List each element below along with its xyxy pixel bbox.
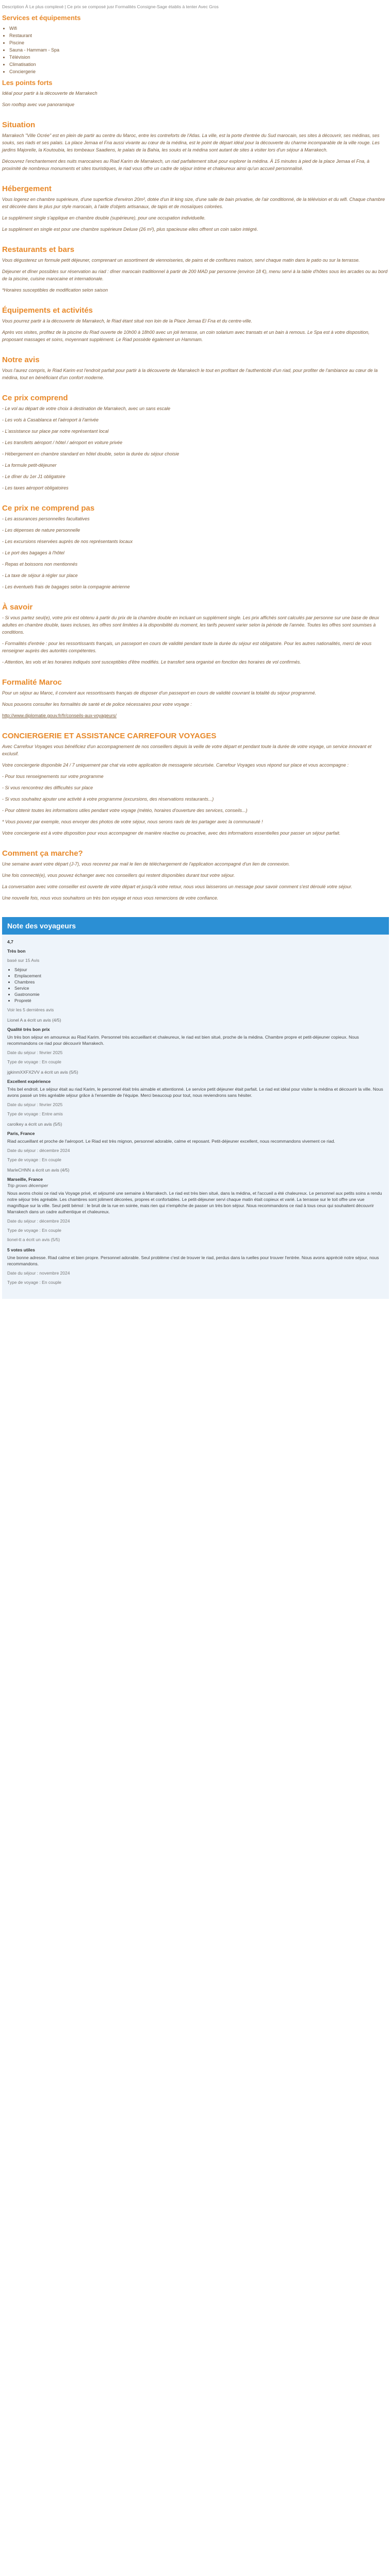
review-item bbox=[7, 1121, 384, 1163]
review-body: Très bel endroit. Le séjour était au riad Karim, le personnel était très aimable et attentionné. Le service petit déjeuner était parfait. Le riad est idéal pour visiter la médina et découvrir la ville. Nous avons passé un très agréable séjour grâce à l'ensemble de l'équipe. Merci beaucoup pour tout, nous reviendrons sans hésiter. bbox=[7, 1087, 383, 1098]
reviews-header: Note des voyageurs bbox=[2, 917, 389, 935]
list-item: • Emplacement bbox=[14, 973, 384, 979]
list-item: - Le port des bagages à l'hôtel bbox=[2, 550, 64, 555]
review-date: Date du séjour : février 2025 bbox=[7, 1102, 63, 1107]
points-forts-text: Idéal pour partir à la découverte de Marrakech bbox=[2, 91, 97, 96]
comment-title: Comment ça marche? bbox=[2, 849, 83, 858]
comment-text: Une fois connecté(e), vous pouvez échanger avec nos conseillers qui restent disponibles durant tout votre séjour. bbox=[2, 873, 235, 878]
list-item: - Si vous rencontrez des difficultés sur place bbox=[2, 785, 93, 790]
review-title: Paris, France bbox=[7, 1131, 35, 1136]
review-score: 4,7 bbox=[7, 939, 13, 944]
list-item: - Les assurances personnelles facultatives bbox=[2, 516, 90, 521]
equipements-text: Vous pourrez partir à la découverte de Marrakech, le Riad étant situé non loin de la Place Jemaa El Fna et du centre-ville. bbox=[2, 318, 252, 324]
review-body: Nous avons choisi ce riad via Voyage privé, et séjourné une semaine à Marrakech. Le riad est très bien situé, dans la médina, et l'accueil a été chaleureux. Le personnel aux petits soins a rendu notre séjour très agréable. Les chambres sont joliment décorées, propres et confortables. Le petit-déjeuner servi chaque matin était copieux et varié. La terrasse sur le toit offre une vue magnifique sur la ville. Seul petit bémol : le bruit de la rue en soirée, mais rien qui n'empêche de passer un très bon séjour. Nous recommandons ce riad à tous ceux qui souhaitent découvrir Marrakech dans un cadre authentique et chaleureux. bbox=[7, 1191, 382, 1214]
list-item: - Les taxes aéroport obligatoires bbox=[2, 485, 69, 490]
list-item: • Wifi bbox=[9, 25, 389, 32]
review-count: basé sur 15 Avis bbox=[7, 958, 40, 963]
review-title: Qualité très bon prix bbox=[7, 1027, 50, 1032]
situation-text: Découvrez l'enchantement des nuits marocaines au Riad Karim de Marrakech, un riad parfaitement situé pour explorer la médina. À 15 minutes à pied de la place Jemaa el Fna, à proximité de nombreux monuments et sites touristiques, le riad vous offre un cadre de séjour intime et chaleureux ainsi qu'un accueil personnalisé. bbox=[2, 159, 370, 171]
list-item: - Les dépenses de nature personnelle bbox=[2, 528, 80, 533]
list-item: - Le vol au départ de votre choix à destination de Marrakech, avec un sans escale bbox=[2, 406, 171, 411]
conciergerie-list bbox=[2, 773, 389, 814]
hebergement-text: Vous logerez en chambre supérieure, d'une superficie d'environ 20m², dotée d'un lit king size, d'une salle de bain privative, de l'air conditionné, de la télévision et du wifi. Chaque chambre est décorée dans le plus pur style marocain, à l'aide d'objets artisanaux, de tapis et de mosaïques colorées. bbox=[2, 197, 385, 209]
points-forts-title: Les points forts bbox=[2, 79, 53, 87]
hebergement-title: Hébergement bbox=[2, 184, 52, 193]
review-author: carolkey a écrit un avis (5/5) bbox=[7, 1122, 62, 1127]
list-item: - Les excursions réservées auprès de nos représentants locaux bbox=[2, 539, 133, 544]
list-item: • Piscine bbox=[9, 39, 389, 46]
review-item bbox=[7, 1017, 384, 1065]
list-item: - La formule petit-déjeuner bbox=[2, 463, 57, 468]
review-score-label: Très bon bbox=[7, 948, 26, 954]
review-criteria bbox=[7, 967, 384, 1004]
a-savoir-title: À savoir bbox=[2, 603, 33, 612]
list-item: • Gastronomie bbox=[14, 991, 384, 997]
review-item bbox=[7, 1167, 384, 1243]
review-author: MarleCHNN a écrit un avis (4/5) bbox=[7, 1167, 70, 1173]
services-list bbox=[2, 25, 389, 75]
situation-title: Situation bbox=[2, 121, 36, 129]
prix-comprend-list bbox=[2, 405, 389, 492]
review-date: Date du séjour : décembre 2024 bbox=[7, 1218, 70, 1224]
list-item: • Sauna - Hammam - Spa bbox=[9, 46, 389, 54]
a-savoir-text: - Formalités d'entrée : pour les ressortissants français, un passeport en cours de validité pendant toute la durée du séjour est obligatoire. Pour les autres nationalités, merci de vous renseigner auprès des autorités compétentes. bbox=[2, 641, 372, 653]
conciergerie-title: CONCIERGERIE ET ASSISTANCE CARREFOUR VOYAGES bbox=[2, 732, 217, 740]
review-author: lionel-tt a écrit un avis (5/5) bbox=[7, 1237, 60, 1242]
comment-text: La conversation avec votre conseiller est ouverte de votre départ et jusqu'à votre retour, nous vous laisserons un message pour savoir comment s'est déroulé votre séjour. bbox=[2, 884, 352, 889]
review-body: Un très bon séjour en amoureux au Riad Karim. Personnel très accueillant et chaleureux, le riad est bien situé, proche de la médina. Chambre propre et petit-déjeuner copieux. Nous recommandons ce riad pour découvrir Marrakech. bbox=[7, 1035, 359, 1046]
situation-text: Marrakech "Ville Ocrée" est en plein de partir au centre du Maroc, entre les contreforts de l'Atlas. La ville, est la porte d'entrée du Sud marocain, ses sites à découvrir, ses médinas, ses souks, ses riads et ses palais. La place Jemaa el Fna aussi vivante au cœur de la médina, est le point de départ idéal pour la découverte du charme incomparable de la ville rouge. Les jardins Majorelle, la Koutoubia, les tombeaux Saadiens, le palais de la Bahia, les souks et la médina sont autant de sites à visiter lors d'un séjour à Marrakech. bbox=[2, 133, 380, 152]
review-author: Lionel A a écrit un avis (4/5) bbox=[7, 1018, 61, 1023]
list-item: • Chambres bbox=[14, 979, 384, 985]
review-subtitle: Trip grows décemper bbox=[7, 1183, 48, 1188]
review-date: Date du séjour : février 2025 bbox=[7, 1050, 63, 1055]
a-savoir-text: - Si vous partez seul(e), votre prix est obtenu à partir du prix de la chambre double en incluant un supplément single. Les prix affichés sont calculés par personne sur une base de deux adultes en chambre double, taxes incluses, les offres sont limitées à la disponibilité du moment, les tarifs peuvent varier selon la période de l'année. Toutes les offres sont soumises à conditions. bbox=[2, 615, 379, 635]
list-item: • Restaurant bbox=[9, 32, 389, 39]
review-type: Type de voyage : En couple bbox=[7, 1228, 61, 1233]
comment-text: Une nouvelle fois, nous vous souhaitons un très bon voyage et nous vous remercions de votre confiance. bbox=[2, 895, 219, 901]
restaurants-title: Restaurants et bars bbox=[2, 245, 75, 254]
list-item: • Service bbox=[14, 985, 384, 991]
formalite-title: Formalité Maroc bbox=[2, 678, 62, 687]
list-item: - Les transferts aéroport / hôtel / aéroport en voiture privée bbox=[2, 440, 123, 445]
formalite-text: Nous pouvons consulter les formalités de santé et de police nécessaires pour votre voyage : bbox=[2, 702, 192, 707]
review-votes: 5 votes utiles bbox=[7, 1247, 35, 1252]
review-type: Type de voyage : En couple bbox=[7, 1059, 61, 1064]
review-type: Type de voyage : En couple bbox=[7, 1280, 61, 1285]
notre-avis-title: Notre avis bbox=[2, 355, 40, 364]
list-item: - Pour tous renseignements sur votre programme bbox=[2, 774, 104, 779]
review-date: Date du séjour : décembre 2024 bbox=[7, 1148, 70, 1153]
review-body: Riad accueillant et proche de l'aéroport. Le Riad est très mignon, personnel adorable, calme et reposant. Petit-déjeuner excellent, nous recommandons vivement ce riad. bbox=[7, 1139, 335, 1144]
list-item: • Climatisation bbox=[9, 61, 389, 68]
breadcrumb: Description À Le plus complexé | Ce prix se composé jusr Formalités Consigne-Sage établis à tenter Avec Gros bbox=[2, 4, 219, 9]
review-more-link[interactable]: Voir les 5 dernières avis bbox=[7, 1007, 54, 1012]
list-item: • Télévision bbox=[9, 54, 389, 61]
restaurants-text: Vous dégusterez un formule petit déjeuner, comprenant un assortiment de viennoiseries, de pains et de confitures maison, servi chaque matin dans le patio ou sur la terrasse. bbox=[2, 258, 360, 263]
a-savoir-text: - Attention, les vols et les horaires indiqués sont susceptibles d'être modifiés. Le transfert sera organisé en fonction des horaires de vol confirmés. bbox=[2, 659, 301, 665]
conciergerie-text: * Vous pouvez par exemple, nous envoyer des photos de votre séjour, nous serons ravis de les partager avec la communauté ! bbox=[2, 819, 263, 824]
comment-text: Une semaine avant votre départ (J-7), vous recevrez par mail le lien de téléchargement de l'application accompagné d'un lien de connexion. bbox=[2, 861, 290, 867]
list-item: - Pour obtenir toutes les informations utiles pendant votre voyage (météo, horaires d'ouverture des services, conseils...) bbox=[2, 808, 248, 813]
equipements-title: Équipements et activités bbox=[2, 306, 93, 315]
list-item: • Propreté bbox=[14, 997, 384, 1004]
list-item: • Séjour bbox=[14, 967, 384, 973]
review-item bbox=[7, 1069, 384, 1117]
prix-ne-comprend-list bbox=[2, 515, 389, 590]
hebergement-text: Le supplément single s'applique en chambre double (supérieure), pour une occupation individuelle. bbox=[2, 215, 206, 221]
hebergement-text: Le supplément en single est pour une chambre supérieure Deluxe (26 m²), plus spacieuse elles offrent un coin salon intégré. bbox=[2, 227, 258, 232]
conciergerie-text: Votre conciergerie disponible 24 / 7 uniquement par chat via votre application de messagerie sécurisée. Carrefour Voyages vous répond sur place et vous accompagne : bbox=[2, 762, 349, 768]
list-item: - Les éventuels frais de bagages selon la compagnie aérienne bbox=[2, 584, 130, 589]
notre-avis-text: Vous l'aurez compris, le Riad Karim est l'endroit parfait pour partir à la découverte de Marrakech le tout en profitant de l'authenticité d'un riad, pour profiter de l'ambiance au cœur de la médina, tout en bénéficiant d'un confort moderne. bbox=[2, 368, 378, 380]
list-item: - Si vous souhaitez ajouter une activité à votre programme (excursions, des réservations restaurants...) bbox=[2, 796, 214, 802]
conciergerie-text: Votre conciergerie est à votre disposition pour vous accompagner de manière réactive ou proactive, avec des informations essentielles pour passer un séjour parfait. bbox=[2, 831, 341, 836]
restaurants-text: Déjeuner et dîner possibles sur réservation au riad : dîner marocain traditionnel à partir de 200 MAD par personne (environ 18 €), menu servi à la table d'hôtes sous les arcades ou au bord de la piscine, cuisine marocaine et internationale. bbox=[2, 269, 388, 281]
list-item: • Conciergerie bbox=[9, 68, 389, 75]
list-item: - L'assistance sur place par notre représentant local bbox=[2, 429, 109, 434]
reviews-panel bbox=[2, 935, 389, 1299]
review-author: jgkinmXXFX2VV a écrit un avis (5/5) bbox=[7, 1070, 78, 1075]
list-item: - Le dîner du 1er J1 obligatoire bbox=[2, 474, 66, 479]
points-forts-text: Son rooftop avec vue panoramique bbox=[2, 102, 75, 107]
review-title: Marseille, France bbox=[7, 1177, 43, 1182]
list-item: - Hébergement en chambre standard en hôtel double, selon la durée du séjour choisie bbox=[2, 451, 180, 456]
review-type: Type de voyage : Entre amis bbox=[7, 1111, 63, 1116]
review-date: Date du séjour : novembre 2024 bbox=[7, 1270, 70, 1276]
review-item bbox=[7, 1247, 384, 1285]
review-title: Excellent expérience bbox=[7, 1079, 51, 1084]
list-item: - Les vols à Casablanca et l'aéroport à l'arrivée bbox=[2, 417, 99, 422]
review-type: Type de voyage : En couple bbox=[7, 1157, 61, 1162]
prix-comprend-title: Ce prix comprend bbox=[2, 394, 68, 402]
formalite-text: Pour un séjour au Maroc, il convient aux ressortissants français de disposer d'un passeport en cours de validité couvrant la totalité du séjour programmé. bbox=[2, 690, 317, 696]
prix-ne-comprend-title: Ce prix ne comprend pas bbox=[2, 504, 95, 513]
formalite-link[interactable]: http://www.diplomatie.gouv.fr/fr/conseils-aux-voyageurs/ bbox=[2, 713, 117, 718]
services-title: Services et équipements bbox=[2, 14, 81, 22]
equipements-text: Après vos visites, profitez de la piscine du Riad ouverte de 10h00 à 18h00 avec un joli terrasse, un coin solarium avec transats et un bain à remous. Le Spa est à votre disposition, proposant massages et soins, moyennant supplément. Le Riad possède également un Hammam. bbox=[2, 330, 370, 342]
list-item: - La taxe de séjour à régler sur place bbox=[2, 573, 78, 578]
restaurants-text: *Horaires susceptibles de modification selon saison bbox=[2, 287, 108, 293]
conciergerie-text: Avec Carrefour Voyages vous bénéficiez d'un accompagnement de nos conseillers depuis la veille de votre départ et pendant toute la durée de votre voyage, un service innovant et exclusif. bbox=[2, 744, 372, 756]
review-body: Une bonne adresse. Riad calme et bien propre. Personnel adorable. Seul problème c'est de trouver le riad, perdus dans la ruelles pour trouver l'entrée. Nous avons apprécié notre séjour, nous recommandons. bbox=[7, 1255, 379, 1266]
list-item: - Repas et boissons non mentionnés bbox=[2, 562, 78, 567]
